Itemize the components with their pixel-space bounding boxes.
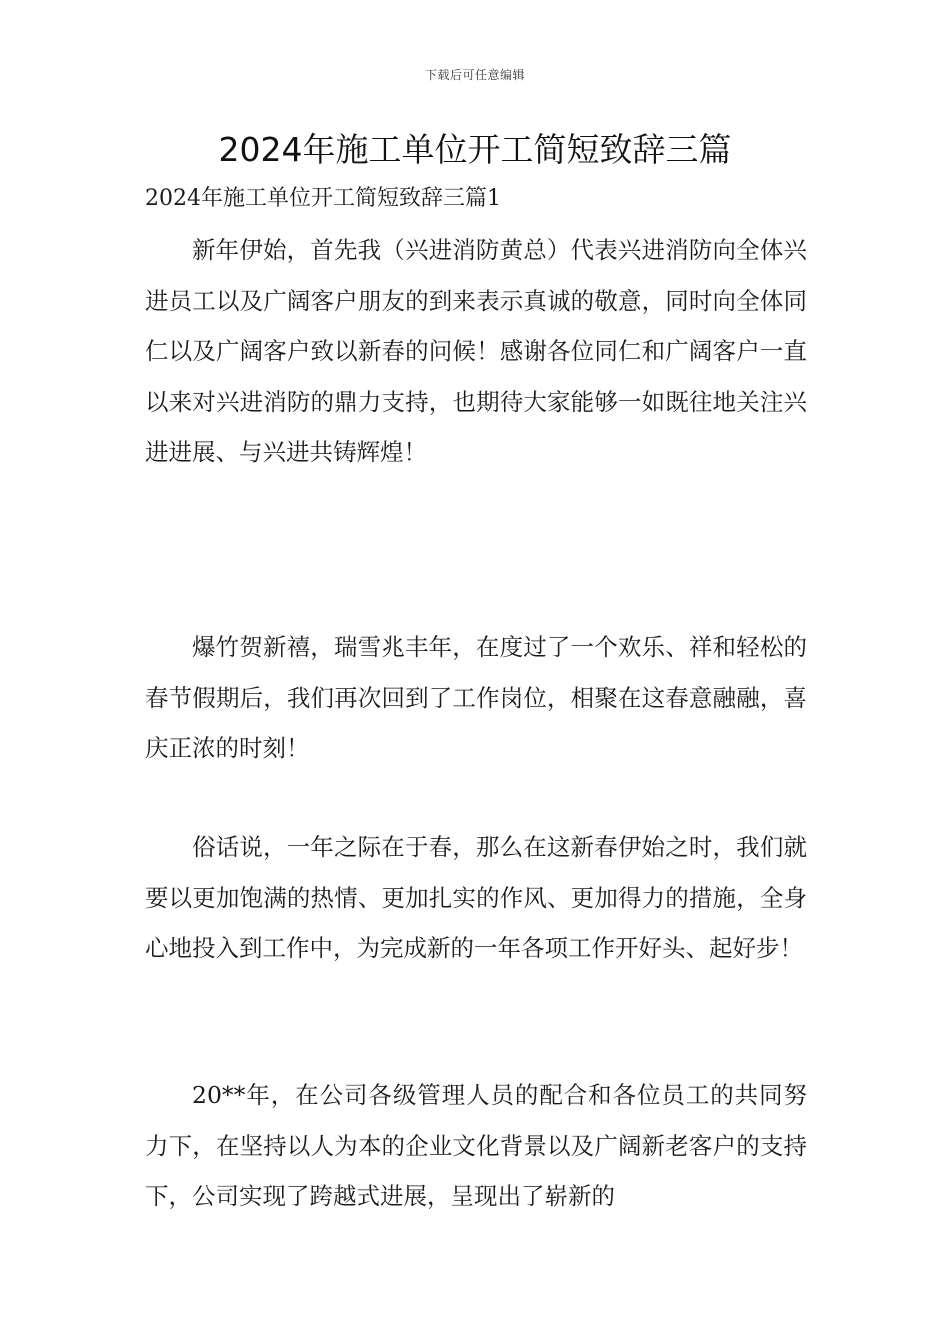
- paragraph-3: 俗话说，一年之际在于春，那么在这新春伊始之时，我们就要以更加饱满的热情、更加扎实的作风、更加得力的措施，全身心地投入到工作中，为完成新的一年各项工作开好头、起好步！: [145, 833, 807, 962]
- paragraph-4: 20**年，在公司各级管理人员的配合和各位员工的共同努力下，在坚持以人为本的企业文化背景以及广阔新老客户的支持下，公司实现了跨越式进展，呈现出了崭新的: [145, 1081, 807, 1210]
- document-title: 2024年施工单位开工简短致辞三篇: [218, 130, 732, 169]
- paragraph-2: 爆竹贺新禧，瑞雪兆丰年，在度过了一个欢乐、祥和轻松的春节假期后，我们再次回到了工作岗位，相聚在这春意融融，喜庆正浓的时刻！: [145, 633, 807, 762]
- section-heading: 2024年施工单位开工简短致辞三篇1: [145, 186, 501, 211]
- header-note: 下载后可任意编辑: [424, 68, 525, 82]
- paragraph-1: 新年伊始，首先我（兴进消防黄总）代表兴进消防向全体兴进员工以及广阔客户朋友的到来表示真诚的敬意，同时向全体同仁以及广阔客户致以新春的问候！感谢各位同仁和广阔客户一直以来对兴进消防的鼎力支持，也期待大家能够一如既往地关注兴进进展、与兴进共铸辉煌！: [145, 236, 807, 466]
